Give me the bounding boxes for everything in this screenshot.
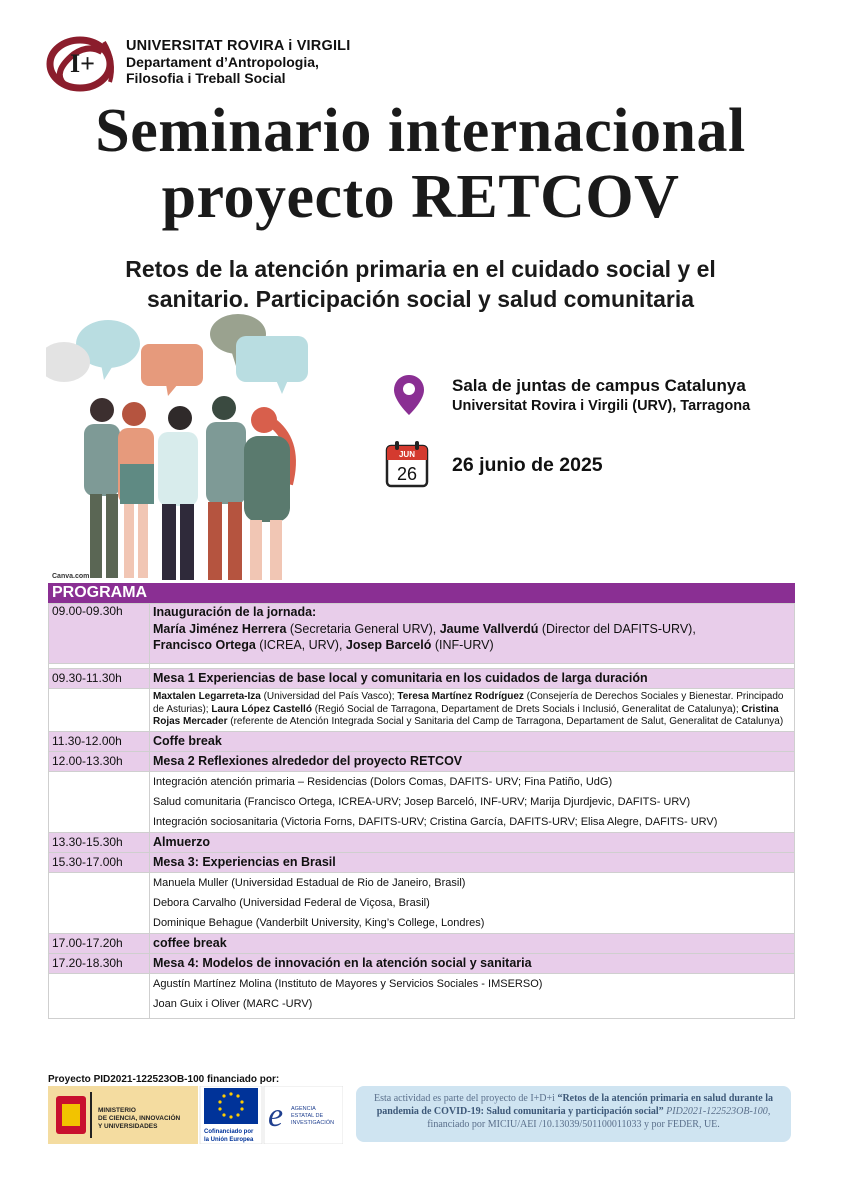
list-item: Integración atención primaria – Residencias (Dolors Comas, DAFITS- URV; Fina Patiño, UdG) xyxy=(153,775,613,788)
session-participants xyxy=(153,621,791,653)
session-title: Mesa 4: Modelos de innovación en la atención social y sanitaria xyxy=(150,953,795,973)
speaker-affiliation: (Regió Social de Tarragona, Departament de Drets Socials i Inclusió, Generalitat de Catalunya); xyxy=(311,703,742,715)
speaker-name: Francisco Ortega xyxy=(153,638,256,652)
ministry-line-2: DE CIENCIA, INNOVACIÓN xyxy=(98,1115,181,1122)
title-line-2: proyecto RETCOV xyxy=(161,163,680,231)
calendar-day: 26 xyxy=(396,464,418,484)
time-cell-empty xyxy=(49,771,150,832)
location-name: Sala de juntas de campus Catalunya xyxy=(452,376,746,395)
subtitle xyxy=(20,254,821,314)
eu-line-1: Cofinanciado por xyxy=(204,1129,254,1135)
program-table xyxy=(48,603,795,1019)
speaker-affiliation: (INF-URV) xyxy=(431,638,494,652)
project-info-box xyxy=(356,1086,791,1142)
person-figure xyxy=(244,407,291,580)
table-row xyxy=(49,604,795,664)
table-row xyxy=(49,933,795,953)
time-cell: 09.00-09.30h xyxy=(49,604,150,664)
calendar-icon xyxy=(385,440,429,488)
time-cell: 13.30-15.30h xyxy=(49,832,150,852)
event-date: 26 junio de 2025 xyxy=(452,454,603,476)
session-title: Almuerzo xyxy=(150,832,795,852)
session-title: Mesa 3: Experiencias en Brasil xyxy=(150,852,795,872)
session-title: Mesa 1 Experiencias de base local y comunitaria en los cuidados de larga duración xyxy=(150,669,795,689)
person-figure xyxy=(84,398,120,578)
university-name: UNIVERSITAT ROVIRA i VIRGILI xyxy=(126,38,351,54)
list-item: Joan Guix i Oliver (MARC -URV) xyxy=(153,997,313,1010)
project-code: PID2021-122523OB-100 xyxy=(663,1106,768,1117)
speech-bubble-icon xyxy=(46,314,308,396)
image-credit: Canva.com xyxy=(52,573,90,580)
speaker-name: Josep Barceló xyxy=(345,638,432,652)
time-cell: 15.30-17.00h xyxy=(49,852,150,872)
list-item: Agustín Martínez Molina (Instituto de Mayores y Servicios Sociales - IMSERSO) xyxy=(153,977,543,990)
calendar-month: JUN xyxy=(398,450,416,459)
spain-shield-icon xyxy=(56,1096,86,1134)
time-cell: 09.30-11.30h xyxy=(49,669,150,689)
session-title: coffee break xyxy=(150,933,795,953)
speaker-name: Maxtalen Legarreta-Iza xyxy=(153,691,261,702)
people-talking-illustration xyxy=(46,314,316,584)
session-cell xyxy=(150,604,795,664)
time-cell-empty xyxy=(49,973,150,1018)
department-line-1: Departament d’Antropologia, xyxy=(126,54,319,70)
department-line-2: Filosofia i Treball Social xyxy=(126,70,286,86)
time-cell: 17.20-18.30h xyxy=(49,953,150,973)
table-row xyxy=(49,731,795,751)
funding-logos xyxy=(48,1086,343,1144)
speaker-affiliation: (Secretaria General URV), xyxy=(286,622,440,636)
person-figure xyxy=(158,406,198,580)
speaker-name: María Jiménez Herrera xyxy=(153,622,287,636)
subtitle-line-2: sanitario. Participación social y salud comunitaria xyxy=(146,286,695,312)
time-cell: 17.00-17.20h xyxy=(49,933,150,953)
project-title: “Retos de la atención primaria en salud durante la pandemia de COVID-19: Salud comunitaria y participación social” xyxy=(376,1093,773,1117)
table-row xyxy=(49,953,795,973)
list-item: Manuela Muller (Universidad Estadual de Rio de Janeiro, Brasil) xyxy=(153,876,466,889)
session-participants xyxy=(150,973,795,1018)
table-row xyxy=(49,832,795,852)
session-participants xyxy=(150,872,795,933)
list-item: Debora Carvalho (Universidad Federal de Viçosa, Brasil) xyxy=(153,896,430,909)
table-row xyxy=(49,771,795,832)
session-title: Coffe break xyxy=(150,731,795,751)
list-item: Dominique Behague (Vanderbilt University, King’s College, Londres) xyxy=(153,916,485,929)
page-title xyxy=(0,98,841,230)
table-row xyxy=(49,669,795,689)
table-row xyxy=(49,973,795,1018)
subtitle-line-1: Retos de la atención primaria en el cuidado social y el xyxy=(125,256,716,282)
speaker-affiliation: (referente de Atención Integrada Social y Sanitaria del Camp de Tarragona, Departament de Salut, Generalitat de Catalunya) xyxy=(227,716,784,727)
time-cell: 12.00-13.30h xyxy=(49,751,150,771)
table-row xyxy=(49,872,795,933)
person-figure xyxy=(206,396,246,580)
info-text: , financiado por MICIU/AEI /10.13039/501100011033 y por FEDER, UE. xyxy=(427,1106,771,1130)
speaker-name: Cristina Rojas Mercader xyxy=(153,703,779,727)
speaker-name: Teresa Martínez Rodríguez xyxy=(397,691,524,702)
time-cell: 11.30-12.00h xyxy=(49,731,150,751)
speaker-name: Laura López Castelló xyxy=(211,703,312,715)
session-title: Inauguración de la jornada: xyxy=(153,605,317,619)
agency-line-3: INVESTIGACIÓN xyxy=(291,1120,335,1126)
list-item: Salud comunitaria (Francisco Ortega, ICREA-URV; Josep Barceló, INF-URV; Marija Djurdjevic, DAFITS- URV) xyxy=(153,795,691,808)
title-line-1: Seminario internacional xyxy=(95,97,746,165)
ministry-line-1: MINISTERIO xyxy=(98,1107,136,1114)
urv-logo xyxy=(44,32,122,92)
speaker-name: Jaume Vallverdú xyxy=(439,622,539,636)
table-row xyxy=(49,751,795,771)
time-cell-empty xyxy=(49,872,150,933)
program-header: PROGRAMA xyxy=(48,583,795,603)
speaker-affiliation: (Director del DAFITS-URV), xyxy=(538,622,696,636)
svg-text:I+: I+ xyxy=(70,49,95,78)
location-address: Universitat Rovira i Virgili (URV), Tarragona xyxy=(452,398,751,414)
session-participants xyxy=(150,771,795,832)
aei-logo-icon: e xyxy=(268,1097,284,1134)
location-pin-icon xyxy=(392,373,426,417)
time-cell-empty xyxy=(49,689,150,732)
ministry-line-3: Y UNIVERSIDADES xyxy=(98,1123,158,1130)
table-row xyxy=(49,852,795,872)
eu-line-2: la Unión Europea xyxy=(204,1137,254,1143)
speaker-affiliation: (Consejería de Derechos Sociales y Bienestar. Principado de Asturias); xyxy=(153,691,784,715)
agency-line-2: ESTATAL DE xyxy=(291,1113,324,1119)
person-figure xyxy=(118,402,154,578)
session-title: Mesa 2 Reflexiones alrededor del proyecto RETCOV xyxy=(150,751,795,771)
list-item: Integración sociosanitaria (Victoria Forns, DAFITS-URV; Cristina García, DAFITS-URV; Elisa Alegre, DAFITS- URV) xyxy=(153,815,718,828)
speaker-affiliation: (Universidad del País Vasco); xyxy=(260,691,398,702)
university-block xyxy=(126,38,350,86)
speaker-affiliation: (ICREA, URV), xyxy=(255,638,346,652)
session-participants xyxy=(150,689,795,732)
table-row xyxy=(49,689,795,732)
funding-note: Proyecto PID2021-122523OB-100 financiado por: xyxy=(48,1074,280,1085)
info-text: Esta actividad es parte del proyecto de I+D+i xyxy=(374,1093,558,1104)
agency-line-1: AGENCIA xyxy=(291,1106,316,1112)
